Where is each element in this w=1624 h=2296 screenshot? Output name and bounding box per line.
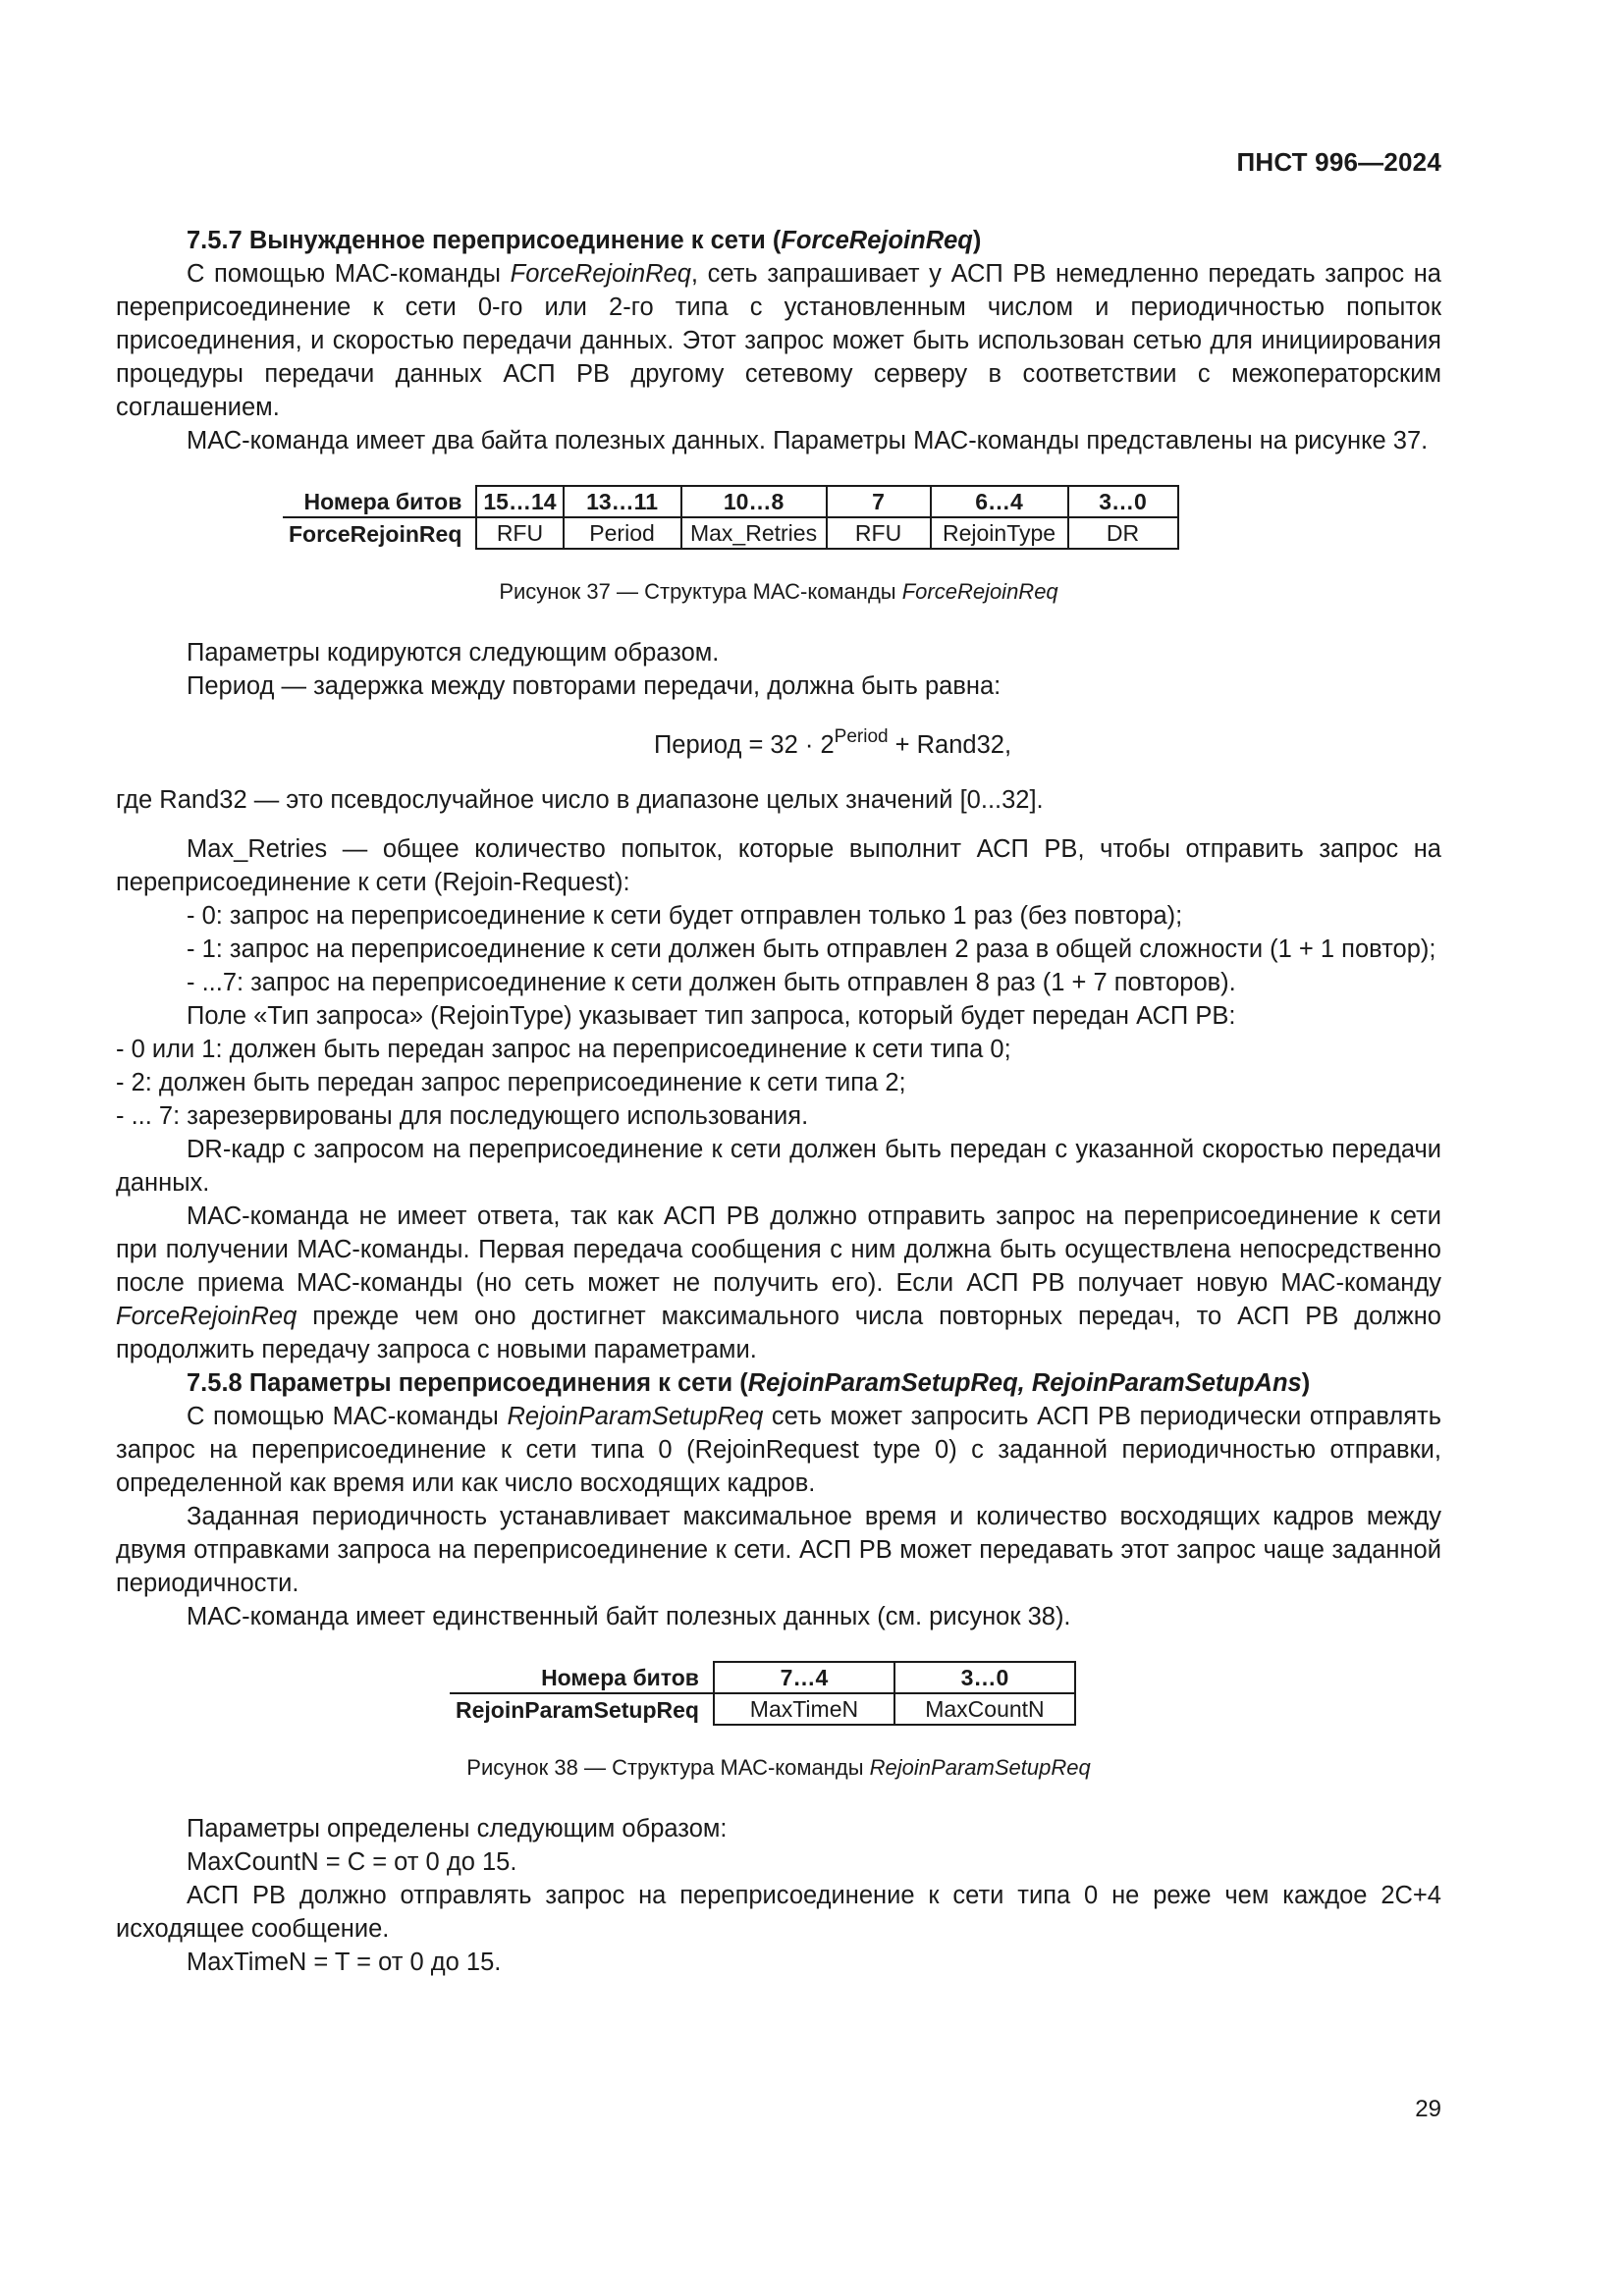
bit-numbers-row: [450, 1662, 1075, 1693]
bit-range: 10…8: [681, 486, 827, 517]
row-label: RejoinParamSetupReq: [456, 1696, 699, 1723]
paragraph: DR-кадр с запросом на переприсоединение к сети должен быть передан с указанной скоростью передачи данных.: [116, 1136, 1441, 1197]
section-heading-7-5-8: [116, 1366, 1441, 1400]
paragraph: Параметры кодируются следующим образом.: [187, 639, 720, 667]
bit-range: 3…0: [894, 1662, 1075, 1693]
paragraph: МАС-команда имеет единственный байт полезных данных (см. рисунок 38).: [187, 1603, 1071, 1630]
field-name: DR: [1068, 517, 1178, 549]
heading-text: Параметры переприсоединения к сети (: [248, 1369, 748, 1397]
field-name: RFU: [476, 517, 563, 549]
paragraph: АСП РВ должно отправлять запрос на переприсоединение к сети типа 0 не реже чем каждое 2C+4 исходящее сообщение.: [116, 1882, 1441, 1943]
paragraph: МАС-команда имеет два байта полезных данных. Параметры МАС-команды представлены на рисунке 37.: [187, 427, 1429, 454]
command-name: ForceRejoinReq: [510, 260, 691, 288]
paragraph: С помощью МАС-команды RejoinParamSetupReq сеть может запросить АСП РВ периодически отправлять запрос на переприсоединение к сети типа 0 (RejoinRequest type 0) с заданной периодичностью отправки, определенной как время или как число восходящих кадров.: [116, 1403, 1441, 1497]
paragraph: MaxTimeN = T = от 0 до 15.: [187, 1949, 502, 1976]
heading-command: RejoinParamSetupReq, RejoinParamSetupAns: [747, 1369, 1302, 1397]
figure-37: [283, 485, 1441, 550]
paragraph: Max_Retries — общее количество попыток, которые выполнит АСП РВ, чтобы отправить запрос на переприсоединение к сети (Rejoin-Request):: [116, 835, 1441, 896]
standard-designation: ПНСТ 996—2024: [1236, 147, 1441, 177]
bit-structure-table: [450, 1661, 1076, 1726]
bit-structure-table: [283, 485, 1179, 550]
formula-exponent: Period: [834, 726, 889, 747]
row-label: Номера битов: [283, 486, 476, 517]
page-number: 29: [1415, 2096, 1441, 2122]
figure-caption: Рисунок 38 — Структура МАС-команды RejoinParamSetupReq: [466, 1755, 1091, 1780]
formula: Период = $32 \cdot 2^{Period}$ + Rand32,: [653, 726, 1012, 759]
bit-numbers-row: [283, 486, 1178, 517]
paragraph: Период — задержка между повторами передачи, должна быть равна:: [187, 672, 1001, 700]
section-heading-7-5-7: [116, 224, 1441, 257]
bit-range: 15…14: [476, 486, 563, 517]
field-name: Period: [564, 517, 681, 549]
heading-number: 7.5.7: [187, 227, 243, 254]
field-name: Max_Retries: [681, 517, 827, 549]
heading-close: ): [972, 227, 982, 254]
row-label: Номера битов: [450, 1662, 714, 1693]
list-item: - 0: запрос на переприсоединение к сети будет отправлен только 1 раз (без повтора);: [187, 902, 1183, 930]
heading-close: ): [1301, 1369, 1311, 1397]
paragraph: MaxCountN = C = от 0 до 15.: [187, 1848, 517, 1876]
paragraph: МАС-команда не имеет ответа, так как АСП РВ должно отправить запрос на переприсоединение к сети при получении МАС-команды. Первая передача сообщения с ним должна быть осуществлена непосредственно после приема МАС-команды (но сеть может не получить его). Если АСП РВ получает новую МАС-команду ForceRejoinReq прежде чем оно достигнет максимального числа повторных передач, то АСП РВ должно продолжить передачу запроса с новыми параметрами.: [116, 1202, 1441, 1363]
heading-number: 7.5.8: [187, 1369, 243, 1397]
field-names-row: [450, 1693, 1075, 1725]
list-item: - 2: должен быть передан запрос переприсоединение к сети типа 2;: [116, 1069, 906, 1096]
paragraph: Поле «Тип запроса» (RejoinType) указывает тип запроса, который будет передан АСП РВ:: [187, 1002, 1236, 1030]
heading-text: Вынужденное переприсоединение к сети (: [248, 227, 782, 254]
list-item: - ... 7: зарезервированы для последующего использования.: [116, 1102, 809, 1130]
field-name: RFU: [827, 517, 931, 549]
list-item: - 1: запрос на переприсоединение к сети должен быть отправлен 2 раза в общей сложности (1 + 1 повтор);: [187, 935, 1436, 963]
row-label: ForceRejoinReq: [289, 520, 462, 547]
figure-caption: Рисунок 37 — Структура МАС-команды ForceRejoinReq: [499, 579, 1058, 604]
bit-range: 13…11: [564, 486, 681, 517]
command-name: ForceRejoinReq: [116, 1303, 298, 1330]
bit-range: 7…4: [714, 1662, 894, 1693]
figure-38: [450, 1661, 1441, 1726]
command-name: RejoinParamSetupReq: [507, 1403, 764, 1430]
paragraph: где Rand32 — это псевдослучайное число в диапазоне целых значений [0...32].: [116, 786, 1044, 814]
field-name: RejoinType: [931, 517, 1068, 549]
paragraph: Параметры определены следующим образом:: [187, 1815, 728, 1842]
bit-range: 7: [827, 486, 931, 517]
field-names-row: [283, 517, 1178, 549]
list-item: - 0 или 1: должен быть передан запрос на переприсоединение к сети типа 0;: [116, 1036, 1011, 1063]
page-content: [116, 224, 1441, 1979]
bit-range: 6…4: [931, 486, 1068, 517]
paragraph: Заданная периодичность устанавливает максимальное время и количество восходящих кадров между двумя отправками запроса на переприсоединение к сети. АСП РВ может передавать этот запрос чаще заданной периодичности.: [116, 1503, 1441, 1597]
field-name: MaxTimeN: [714, 1693, 894, 1725]
field-name: MaxCountN: [894, 1693, 1075, 1725]
paragraph: С помощью МАС-команды ForceRejoinReq, сеть запрашивает у АСП РВ немедленно передать запрос на переприсоединение к сети 0-го или 2-го типа с установленным числом и периодичностью попыток присоединения, и скоростью передачи данных. Этот запрос может быть использован сетью для инициирования процедуры передачи данных АСП РВ другому сетевому серверу в соответствии с межоператорским соглашением.: [116, 260, 1441, 421]
list-item: - ...7: запрос на переприсоединение к сети должен быть отправлен 8 раз (1 + 7 повторов).: [187, 969, 1236, 996]
bit-range: 3…0: [1068, 486, 1178, 517]
heading-command: ForceRejoinReq: [781, 227, 973, 254]
